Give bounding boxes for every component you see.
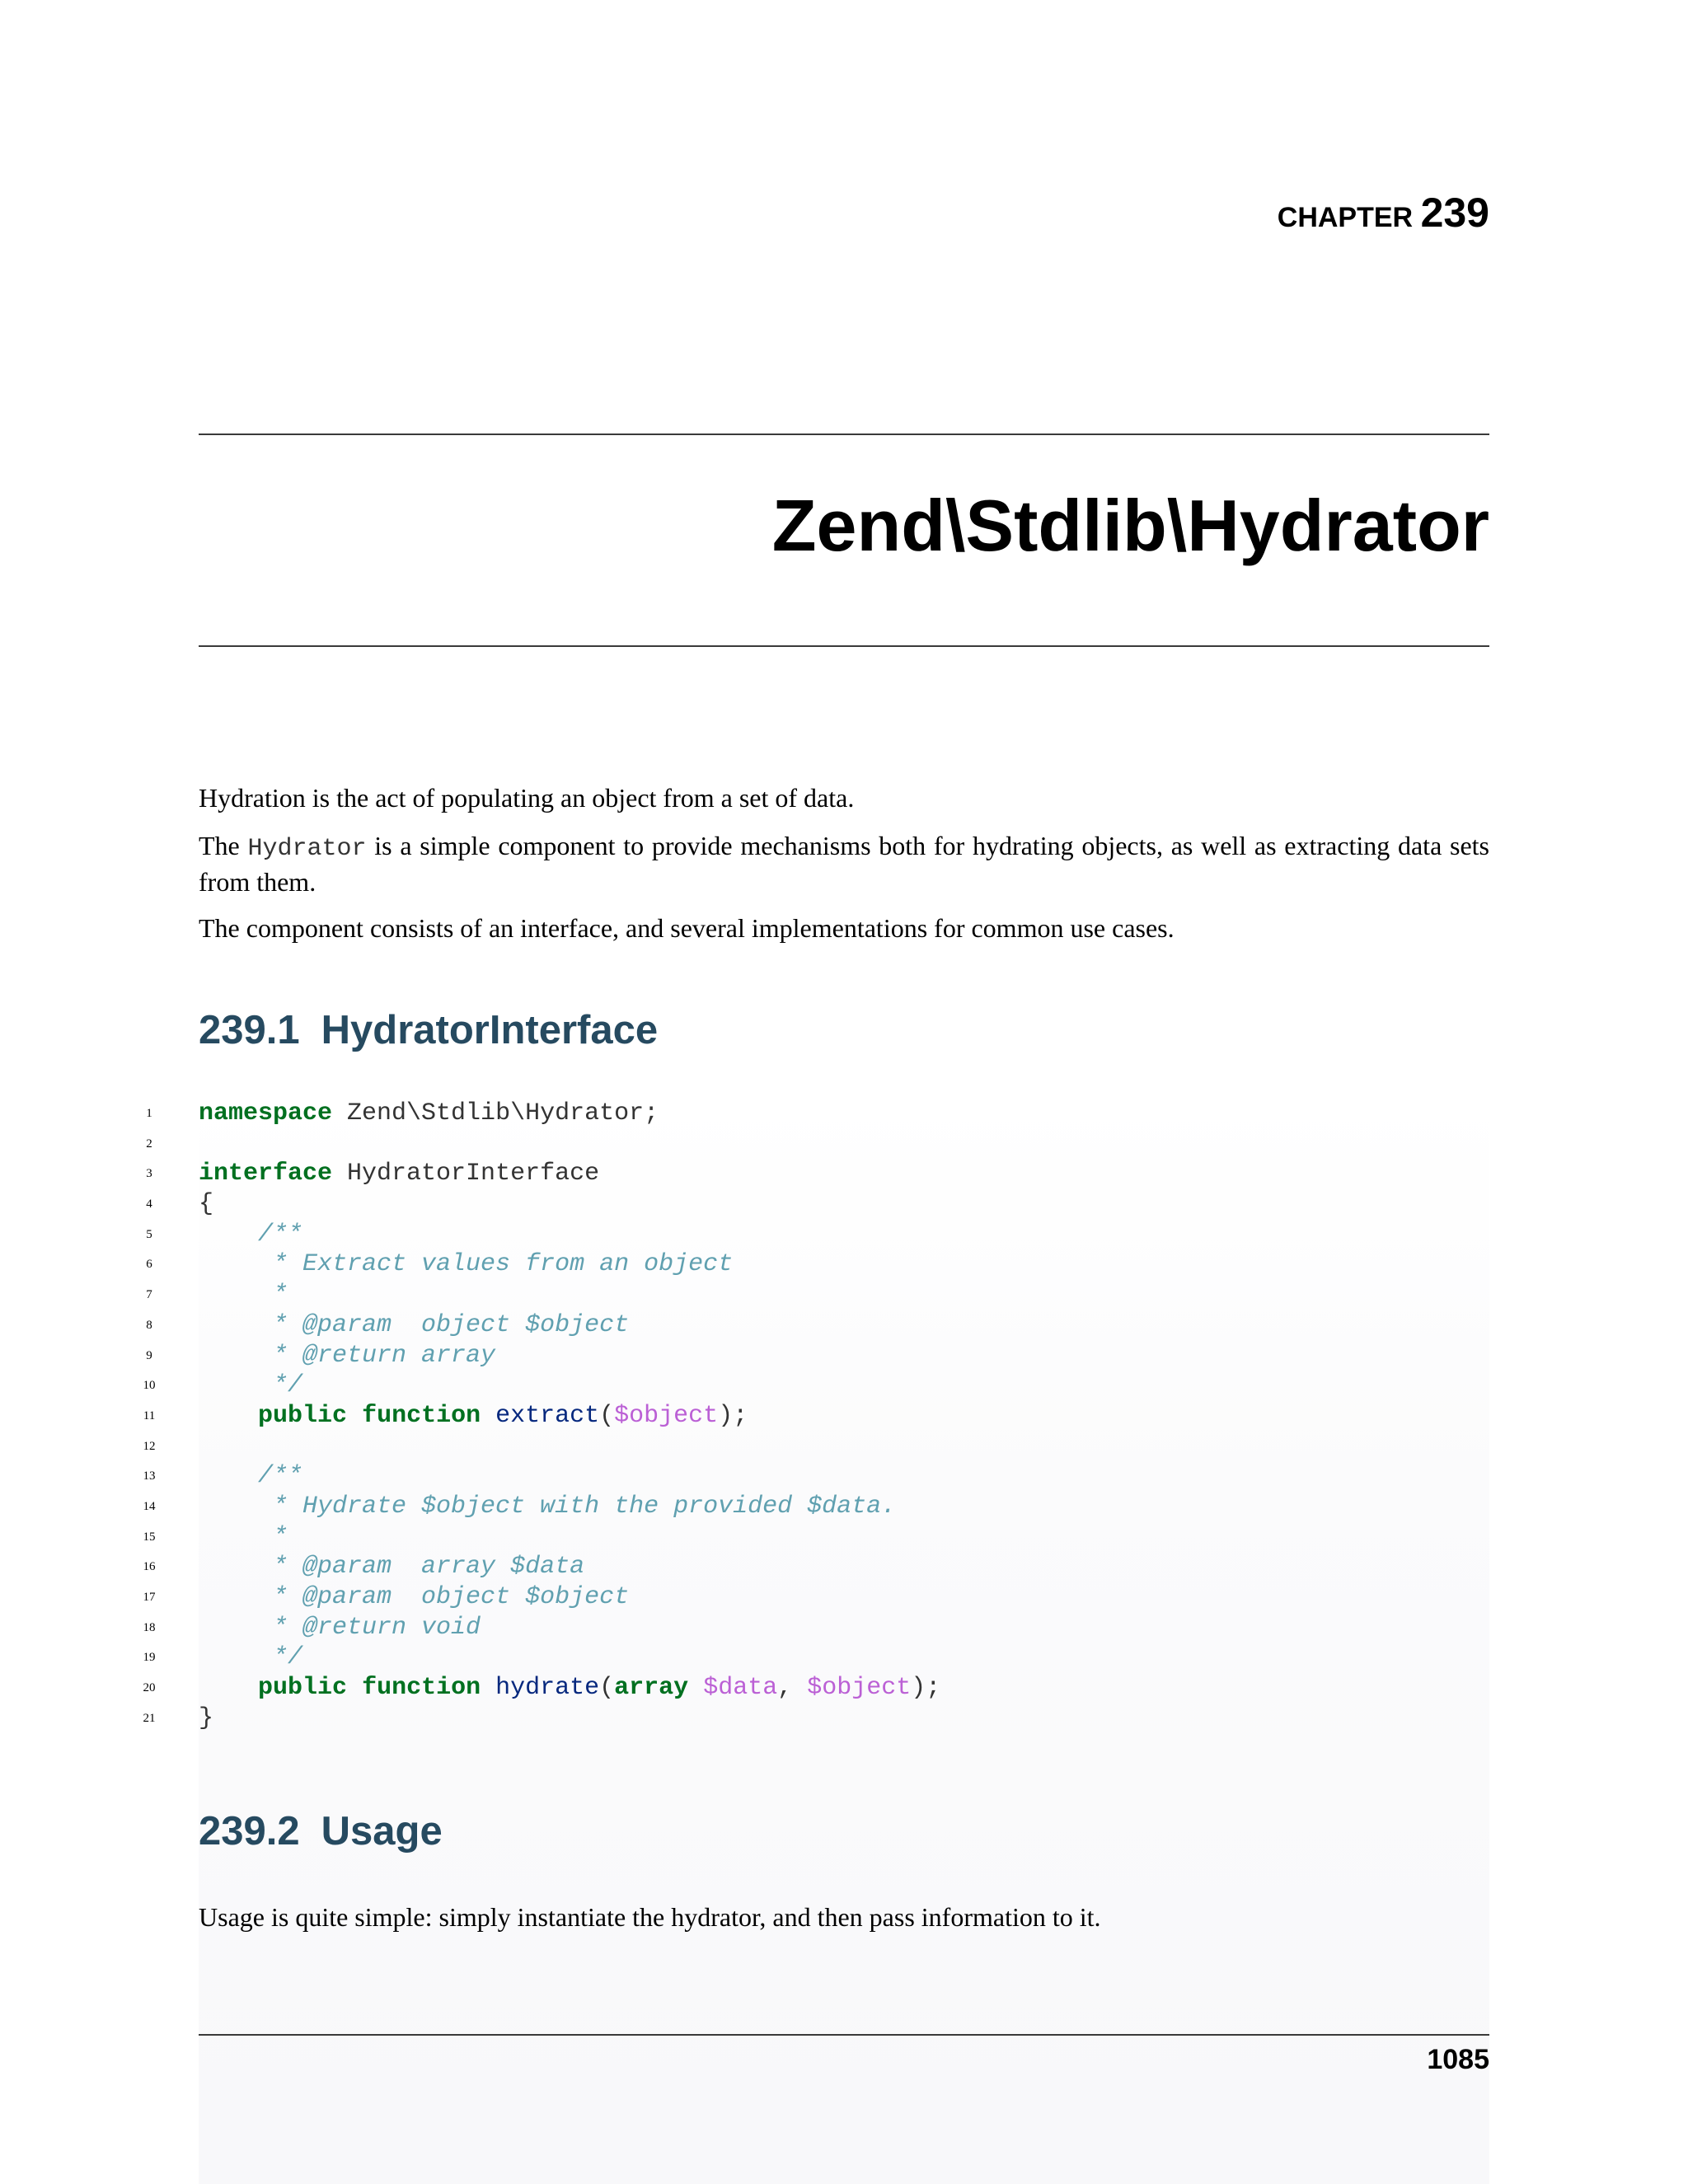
- code-text: [199, 1401, 748, 1432]
- code-token: ,: [777, 1674, 808, 1703]
- code-text: [199, 1704, 213, 1734]
- line-number: 17: [143, 1591, 156, 1604]
- code-comment: * Extract values from an object: [199, 1250, 734, 1279]
- code-comment: * @return array: [199, 1341, 496, 1370]
- line-number: 3: [146, 1167, 152, 1181]
- section-number: 239.1: [199, 1008, 300, 1052]
- code-comment: * @param array $data: [199, 1553, 585, 1582]
- code-token: HydratorInterface: [332, 1160, 600, 1188]
- code-keyword: function: [362, 1674, 481, 1703]
- section-heading-usage: [199, 1807, 443, 1856]
- intro-paragraph-3: The component consists of an interface, and several implementations for common use cases.: [199, 913, 1175, 943]
- code-text: [199, 1582, 629, 1613]
- code-comment: /**: [199, 1220, 303, 1249]
- line-number: 5: [146, 1227, 152, 1241]
- line-number: 10: [143, 1379, 156, 1393]
- code-line: [0, 1673, 1071, 1704]
- code-line: [0, 1461, 1071, 1492]
- code-token: Zend\Stdlib\Hydrator;: [332, 1099, 659, 1127]
- code-comment: * @return void: [199, 1613, 481, 1642]
- code-keyword: public: [258, 1401, 348, 1430]
- footer-rule: [199, 2034, 1489, 2036]
- code-token: );: [718, 1401, 748, 1430]
- code-line: [0, 1401, 1071, 1432]
- code-text: [199, 1552, 584, 1582]
- line-number: 11: [143, 1408, 156, 1422]
- line-number: 14: [143, 1499, 156, 1513]
- intro-p2-after: is a simple component to provide mechanisms both for hydrating objects, as well as extracting data sets from them.: [199, 831, 1490, 897]
- line-number: 19: [143, 1651, 156, 1665]
- code-text: [199, 1371, 302, 1401]
- code-line: [0, 1704, 1071, 1734]
- section-heading-hydratorinterface: [199, 1005, 658, 1055]
- code-comment: */: [199, 1643, 303, 1672]
- code-token: );: [911, 1674, 941, 1703]
- line-number: 8: [146, 1318, 152, 1332]
- title-rule-top: [199, 434, 1489, 435]
- code-token: [347, 1674, 362, 1702]
- code-comment: /**: [199, 1462, 303, 1491]
- code-comment: *: [199, 1522, 288, 1551]
- code-line: [0, 1613, 1071, 1643]
- code-variable: $object: [614, 1401, 719, 1430]
- code-line: [0, 1341, 1071, 1371]
- line-number: 20: [143, 1681, 156, 1695]
- code-line: [0, 1371, 1071, 1401]
- code-keyword: namespace: [199, 1099, 333, 1127]
- line-number: 16: [143, 1560, 156, 1574]
- code-text: [199, 1280, 288, 1310]
- code-keyword: public: [258, 1674, 348, 1703]
- code-line: [0, 1220, 1071, 1250]
- code-text: [199, 1189, 213, 1220]
- code-text: [199, 1461, 302, 1492]
- line-number: 6: [146, 1258, 152, 1272]
- code-comment: * @param object $object: [199, 1310, 630, 1339]
- inline-code-hydrator: Hydrator: [247, 835, 367, 863]
- code-block: [0, 1099, 1071, 1733]
- code-keyword: interface: [199, 1160, 333, 1188]
- usage-paragraph: Usage is quite simple: simply instantiate the hydrator, and then pass information to it.: [199, 1902, 1101, 1932]
- line-number: 7: [146, 1288, 152, 1302]
- code-line: [0, 1129, 1071, 1160]
- line-number: 4: [146, 1197, 152, 1212]
- code-line: [0, 1249, 1071, 1280]
- code-comment: * @param object $object: [199, 1583, 630, 1611]
- code-line: [0, 1159, 1071, 1189]
- code-text: [199, 1341, 495, 1371]
- code-line: [0, 1492, 1071, 1522]
- code-function-name: hydrate: [495, 1674, 600, 1703]
- code-text: [199, 1643, 302, 1673]
- intro-paragraph-2: [199, 829, 1489, 898]
- line-number: 1: [146, 1107, 152, 1120]
- code-token: [199, 1402, 258, 1430]
- code-line: [0, 1582, 1071, 1613]
- code-text: [199, 1310, 629, 1341]
- code-keyword: function: [362, 1401, 481, 1430]
- code-token: }: [199, 1704, 214, 1732]
- code-text: [199, 1522, 288, 1553]
- chapter-label: [1278, 188, 1489, 242]
- code-text: [199, 1220, 302, 1250]
- code-text: [199, 1492, 896, 1522]
- line-number: 2: [146, 1137, 152, 1151]
- code-text: [199, 1673, 940, 1704]
- code-keyword: array: [614, 1674, 689, 1703]
- code-comment: *: [199, 1281, 288, 1310]
- code-function-name: extract: [495, 1401, 600, 1430]
- chapter-word: CHAPTER: [1277, 202, 1414, 233]
- code-line: [0, 1099, 1071, 1129]
- line-number: 12: [143, 1439, 156, 1453]
- intro-p2-before: The: [199, 831, 248, 860]
- page-number: 1085: [1427, 2044, 1489, 2075]
- section-number: 239.2: [199, 1809, 300, 1854]
- code-token: [347, 1402, 362, 1430]
- title-rule-bottom: [199, 645, 1489, 647]
- line-number: 13: [143, 1469, 156, 1483]
- code-line: [0, 1522, 1071, 1553]
- line-number: 9: [146, 1348, 152, 1362]
- line-number: 15: [143, 1530, 156, 1544]
- code-token: (: [599, 1674, 615, 1703]
- line-number: 18: [143, 1620, 156, 1634]
- code-token: (: [599, 1401, 615, 1430]
- code-token: [688, 1674, 703, 1702]
- code-token: {: [199, 1190, 214, 1219]
- code-comment: */: [199, 1371, 303, 1400]
- code-token: [481, 1402, 495, 1430]
- code-text: [199, 1159, 599, 1189]
- chapter-title: Zend\Stdlib\Hydrator: [771, 485, 1489, 566]
- code-variable: $data: [703, 1674, 778, 1703]
- code-line: [0, 1310, 1071, 1341]
- code-variable: $object: [807, 1674, 912, 1703]
- code-line: [0, 1643, 1071, 1673]
- code-text: [199, 1249, 733, 1280]
- code-token: [481, 1674, 495, 1702]
- chapter-number: 239: [1420, 190, 1489, 236]
- code-comment: * Hydrate $object with the provided $data.: [199, 1492, 897, 1521]
- line-number: 21: [143, 1711, 156, 1725]
- code-token: [199, 1674, 258, 1702]
- code-line: [0, 1189, 1071, 1220]
- code-line: [0, 1552, 1071, 1582]
- section-title: HydratorInterface: [321, 1008, 659, 1052]
- section-title: Usage: [321, 1809, 443, 1854]
- code-line: [0, 1432, 1071, 1462]
- intro-paragraph-1: Hydration is the act of populating an object from a set of data.: [199, 783, 855, 813]
- code-text: [199, 1099, 659, 1129]
- code-text: [199, 1613, 481, 1643]
- code-line: [0, 1280, 1071, 1310]
